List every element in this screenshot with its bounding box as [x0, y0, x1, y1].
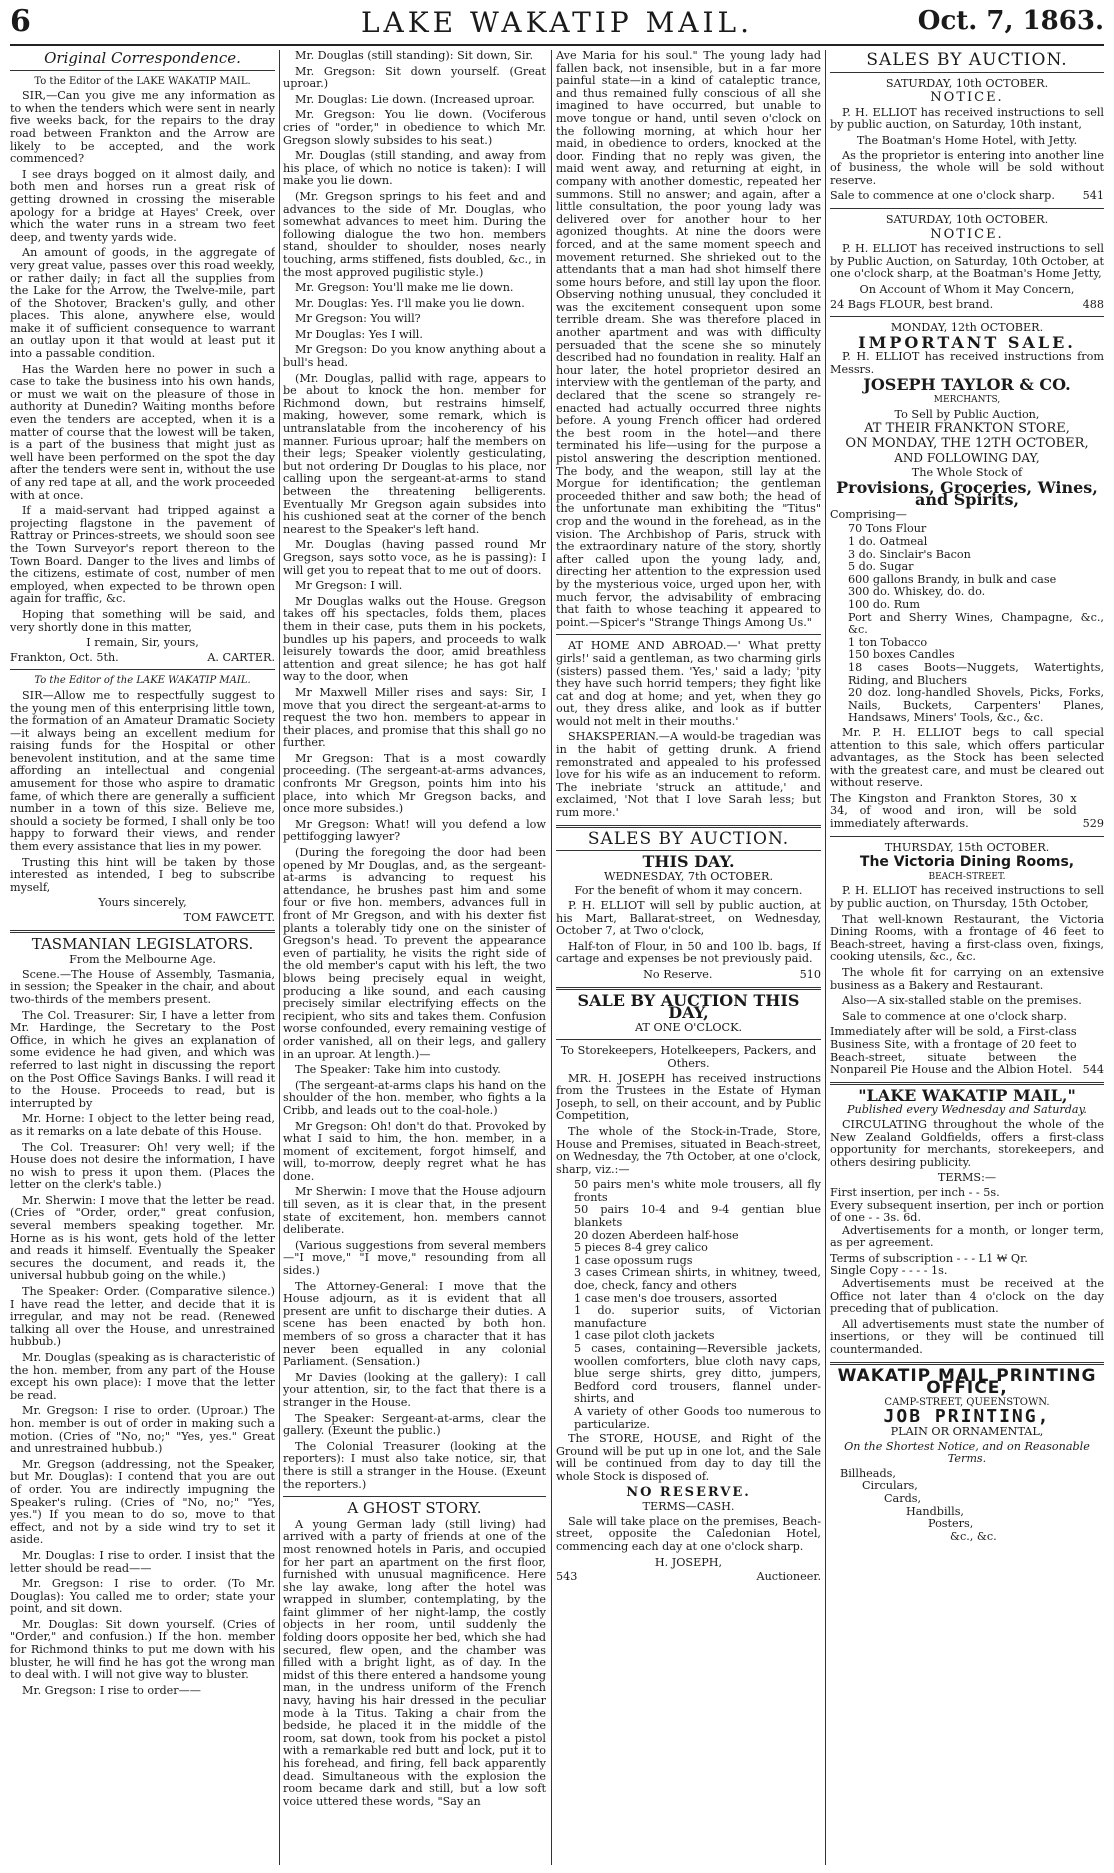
auction-item: 5 do. Sugar: [848, 560, 914, 574]
auction-paragraph: P. H. ELLIOT has received instructions from Messrs.: [830, 350, 1104, 376]
auction-line: The Whole Stock of: [911, 466, 1023, 480]
letter-paragraph: Trusting this hint will be taken by those interested as intended, I beg to subscribe myself,: [10, 855, 275, 894]
sale-item: 5 cases, containing—Reversible jackets, woollen comforters, blue cloth navy caps, blue serge shirts, grey ditto, jumpers, Bedford cord trousers, flannel under-shirts, and: [574, 1342, 821, 1406]
column-rule: [825, 50, 826, 1865]
letter-salutation: To the Editor of the LAKE WAKATIP MAIL.: [34, 675, 251, 687]
issue-date: Oct. 7, 1863.: [917, 6, 1104, 36]
debate-line: The Speaker: Sergeant-at-arms, clear the gallery. (Exeunt the public.): [283, 1411, 546, 1438]
sale-item: 50 pairs 10-4 and 9-4 gentian blue blankets: [574, 1203, 821, 1230]
article-paragraph: Mr. Horne: I object to the letter being read, as it remarks on a late debate of this House.: [10, 1112, 275, 1138]
debate-line: Mr. Douglas: Lie down. (Increased uproar.: [295, 92, 535, 106]
ad-number: 543: [556, 1570, 578, 1584]
mail-paragraph: Advertisements for a month, or longer term, as per agreement.: [830, 1223, 1104, 1250]
sale-item: 20 dozen Aberdeen half-hose: [574, 1228, 739, 1242]
firm-name: JOSEPH TAYLOR & CO.: [863, 375, 1071, 395]
auction-item: The Boatman's Home Hotel, with Jetty.: [856, 133, 1078, 147]
article-paragraph: Mr. Sherwin: I move that the letter be read. (Cries of "Order, order," great confusion, several members speaking together. Mr. Horne as is his wont, gets hold of the letter and reads it himself. Eventually the Speaker secures the document, and reads it, the universal hubbub going on the while.): [10, 1193, 275, 1283]
auction-item: 1 ton Tobacco: [848, 635, 928, 649]
debate-line: Mr. Gregson: Sit down yourself. (Great uproar.): [283, 64, 546, 91]
letter-salutation: To the Editor of the LAKE WAKATIP MAIL.: [34, 75, 251, 87]
mail-paragraph: All advertisements must state the number of insertions, or they will be continued till countermanded.: [830, 1317, 1104, 1357]
this-day: THIS DAY.: [642, 852, 735, 872]
sale-item: 1 case opossum rugs: [574, 1253, 693, 1267]
auction-paragraph: Sale to commence at one o'clock sharp.: [842, 1009, 1067, 1023]
sale-paragraph: The STORE, HOUSE, and Right of the Ground will be put up in one lot, and the Sale will be continued from day to day till the whole Stock is disposed of.: [556, 1432, 821, 1483]
street-name: BEACH-STREET.: [928, 871, 1006, 882]
notice-title: NOTICE.: [930, 226, 1004, 242]
sale-item: 3 cases Crimean shirts, in whitney, tweed, doe, check, fancy and others: [574, 1266, 821, 1293]
sale-item: 1 case men's doe trousers, assorted: [574, 1291, 778, 1305]
article-source: From the Melbourne Age.: [69, 953, 216, 967]
sale-item-list: [556, 1179, 821, 1431]
debate-line: (Various suggestions from several members—"I move," "I move," resounding from all sides.): [283, 1238, 546, 1278]
mail-terms: TERMS:—: [937, 1171, 997, 1185]
ad-number: 541: [1082, 189, 1104, 203]
debate-line: Mr Gregson: Oh! don't do that. Provoked by what I said to him, the hon. member, in a moment of excitement, forgot himself, and will, to-morrow, deeply regret what he has done.: [283, 1119, 546, 1183]
ad-number: 544: [1082, 1063, 1104, 1077]
sale-paragraph: Sale will take place on the premises, Beach-street, opposite the Caledonian Hotel, commencing each day at one o'clock sharp.: [556, 1514, 821, 1553]
auction-paragraph: On Account of Whom it May Concern,: [859, 282, 1075, 296]
debate-line: The Speaker: Take him into custody.: [295, 1063, 501, 1077]
auction-item: Port and Sherry Wines, Champagne, &c., &c.: [848, 610, 1104, 637]
auction-title: IMPORTANT SALE.: [858, 332, 1076, 352]
printing-item: &c., &c.: [950, 1529, 997, 1543]
sale-item: 5 pieces 8-4 grey calico: [574, 1241, 708, 1255]
auction-item: 600 gallons Brandy, in bulk and case: [848, 572, 1057, 586]
debate-line: (Mr. Gregson springs to his feet and and advances to the side of Mr. Douglas, who somewhat advances to meet him. During the following dialogue the two hon. members stand, shoulder to shoulder, noses nearly touching, arms stiffened, fists doubled, &c., in the most approved pugilistic style.): [283, 189, 546, 279]
auction-paragraph: Immediately after will be sold, a First-class Business Site, with a frontage of 20 feet to Beach-street, situate between the Nonpareil Pie House and the Albion Hotel.: [830, 1025, 1077, 1077]
article-paragraph: Mr. Douglas: Sit down yourself. (Cries of "Order," and confusion.) If the hon. member for Richmond thinks to put me down with his bluster, he will find he has got the wrong man to deal with. I will not give way to bluster.: [10, 1617, 275, 1682]
sale-reserve: NO RESERVE.: [626, 1484, 751, 1500]
sale-terms: TERMS—CASH.: [642, 1500, 735, 1514]
printing-item: Handbills,: [906, 1504, 964, 1518]
article-paragraph: Scene.—The House of Assembly, Tasmania, in session; the Speaker in the chair, and about two-thirds of the members present.: [10, 967, 275, 1006]
article-title: TASMANIAN LEGISLATORS.: [31, 934, 254, 953]
auction-item: 70 Tons Flour: [848, 522, 927, 536]
auction-paragraph: Sale to commence at one o'clock sharp.: [830, 189, 1055, 203]
ad-number: 488: [1082, 297, 1104, 311]
auction-line: AT THEIR FRANKTON STORE,: [864, 421, 1070, 437]
article-paragraph: The Col. Treasurer: Oh! very well; if the House does not desire the information, I have no wish to press it upon them. (Places the letter on the clerk's table.): [10, 1140, 275, 1192]
printing-item: Cards,: [884, 1491, 922, 1505]
auction-paragraph: P. H. ELLIOT has received instructions to sell by public auction, on Thursday, 15th October,: [830, 884, 1104, 911]
mail-published: Published every Wednesday and Saturday.: [847, 1103, 1087, 1117]
sales-header: SALES BY AUCTION.: [866, 50, 1068, 70]
page-number: 6: [10, 4, 31, 39]
letter-signature: TOM FAWCETT.: [183, 911, 275, 924]
printing-plain: PLAIN OR ORNAMENTAL,: [890, 1425, 1044, 1438]
article-paragraph: The Col. Treasurer: Sir, I have a letter from Mr. Hardinge, the Secretary to the Post Office, in which he gives an explanation of some evidence he had given, and which was referred to last night in discussing the report on the Post Office Savings Banks. I will read it to the House. Proceeds to read, but is interrupted by: [10, 1008, 275, 1110]
article-paragraph: Mr. Douglas (speaking as is characteristic of the hon. member, from any part of the House except his own place): I move that the letter be read.: [10, 1351, 275, 1402]
letter-closing: Yours sincerely,: [98, 896, 187, 910]
sale-item: 1 do. superior suits, of Victorian manufacture: [574, 1304, 821, 1330]
article-paragraph: A young German lady (still living) had arrived with a party of friends at one of the most renowned hotels in Paris, and occupied for her part an apartment on the first floor, furnished with unusual magnificence. Here she lay awake, long after the hotel was wrapped in slumber, contemplating, by the faint glimmer of her night-lamp, the costly objects in her room, until suddenly the folding doors opposite her bed, which she had secured, flew open, and the chamber was filled with a bright light, as of day. In the midst of this there entered a handsome young man, in the undress uniform of the French navy, having his hair dressed in the peculiar mode à la Titus. Taking a chair from the bedside, he placed it in the middle of the room, sat down, took from his pocket a pistol with a remarkable red butt and lock, put it to his forehead, and firing, fell back apparently dead. Simultaneous with the explosion the room became dark and still, but a low soft voice uttered these words, "Say an: [283, 1517, 546, 1808]
auction-paragraph: The Kingston and Frankton Stores, 30 x 34, of wood and iron, will be sold immediately afterwards.: [830, 791, 1077, 831]
firm-role: MERCHANTS,: [933, 395, 1001, 406]
letter-closing: I remain, Sir, yours,: [86, 636, 199, 650]
letter-paragraph: I see drays bogged on it almost daily, and both men and horses run a great risk of getting drowned in crossing the miserable apology for a bridge at Hayes' Creek, over which the water runs in a stream two feet deep, and twenty yards wide.: [10, 167, 275, 244]
debate-line: Mr Sherwin: I move that the House adjourn till seven, as it is clear that, in the present state of excitement, hon. members cannot deliberate.: [283, 1185, 546, 1237]
debate-line: Mr Maxwell Miller rises and says: Sir, I move that you direct the sergeant-at-arms to request the two hon. members to appear in their places, and promise that this shall go no further.: [283, 685, 546, 750]
job-printing: JOB PRINTING,: [883, 1406, 1051, 1428]
auction-paragraph: As the proprietor is entering into another line of business, the whole will be sold without reserve.: [830, 148, 1104, 187]
sale-paragraph: Half-ton of Flour, in 50 and 100 lb. bags, If cartage and expenses be not previously paid.: [556, 939, 821, 966]
auction-date: MONDAY, 12th OCTOBER.: [890, 321, 1044, 335]
debate-transcript: [283, 50, 546, 1491]
column-2: [283, 50, 546, 1865]
debate-line: Mr Davies (looking at the gallery): I call your attention, sir, to the fact that there is a stranger in the House.: [283, 1370, 546, 1409]
letter-signature: A. CARTER.: [207, 650, 275, 664]
auction-paragraph: That well-known Restaurant, the Victoria Dining Rooms, with a frontage of 46 feet to Beach-street, having a first-class oven, fixings, cooking utensils, &c., &c.: [830, 912, 1104, 964]
printing-list: [830, 1468, 1104, 1544]
sale-benefit: For the benefit of whom it may concern.: [574, 884, 803, 898]
auction-paragraph: P. H. ELLIOT has received instructions to sell by public auction, on Saturday, 10th instant,: [830, 105, 1104, 132]
debate-line: Mr. Gregson: You'll make me lie down.: [295, 281, 514, 295]
auction-line: ON MONDAY, THE 12TH OCTOBER,: [845, 435, 1089, 451]
debate-line: The Attorney-General: I move that the House adjourn, as it is evident that all present are unfit to discharge their duties. A scene has been enacted by both hon. members of so gross a character that it has never been equalled in any colonial Parliament. (Sensation.): [283, 1279, 546, 1369]
sale-item: 1 case pilot cloth jackets: [574, 1329, 715, 1343]
auction-paragraph: P. H. ELLIOT has received instructions to sell by Public Auction, on Saturday, 10th October, at one o'clock sharp, at the Boatman's Home Jetty,: [830, 242, 1104, 281]
printing-item: Posters,: [928, 1517, 974, 1531]
letter-paragraph: An amount of goods, in the aggregate of very great value, passes over this road weekly, or rather daily; in fact all the supplies from the Lake for the Arrow, the Twelve-mile, part of the Shotover, Bracken's gully, and other places. This alone, anywhere else, would make it of sufficient consequence to warrant an outlay upon it that would at least put it into a passable condition.: [10, 246, 275, 361]
letter-paragraph: Has the Warden here no power in such a case to take the business into his own hands, or must we wait on the pleasure of those in authority at Dunedin? Waiting months before even the tenders are accepted, when it is a matter of course that the lowest will be taken, is a part of the business that might just as well have been performed on the spot the day after the tenders were sent in, without the use of any red tape at all, and the work proceeded with at once.: [10, 362, 275, 502]
mail-rate: Single Copy - - - - 1s.: [830, 1264, 948, 1278]
column-rule: [279, 50, 280, 1865]
auction-paragraph: The whole fit for carrying on an extensive business as a Bakery and Restaurant.: [830, 966, 1104, 992]
auction-item: 1 do. Oatmeal: [848, 535, 928, 548]
ad-number: 510: [799, 967, 821, 981]
printing-office-title: WAKATIP MAIL PRINTING OFFICE,: [837, 1365, 1097, 1399]
sale-paragraph: MR. H. JOSEPH has received instructions from the Trustees in the Estate of Hyman Joseph, to sell, on their account, and by Public Competition,: [556, 1071, 821, 1123]
mail-paragraph: Advertisements must be received at the Office not later than 4 o'clock on the day preceding that of publication.: [830, 1277, 1104, 1316]
article-paragraph: Mr. Gregson (addressing, not the Speaker, but Mr. Douglas): I contend that you are out of order. You are indirectly impugning the Speaker's ruling. (Cries of "No, no;" "Yes, yes.") If you mean to do so, move to that effect, and not by a side wind try to set it aside.: [10, 1457, 275, 1547]
printing-item: Billheads,: [840, 1466, 896, 1480]
sale-date: WEDNESDAY, 7th OCTOBER.: [603, 869, 773, 883]
sale-signature: H. JOSEPH,: [654, 1555, 723, 1569]
masthead: [10, 4, 1104, 46]
auction-item: 3 do. Sinclair's Bacon: [848, 547, 971, 561]
column-1: [10, 50, 275, 1865]
auction-item: 100 do. Rum: [848, 597, 920, 611]
comprising: Comprising—: [830, 507, 907, 521]
debate-line: Mr Gregson: That is a most cowardly proceeding. (The sergeant-at-arms advances, confronts Mr Gregson, points him into his place, into which Mr Gregson backs, and once more subsides.): [283, 751, 546, 816]
goods-heading: Provisions, Groceries, Wines, and Spirits,: [836, 477, 1098, 510]
article-paragraph: Mr. Douglas: I rise to order. I insist that the letter should be read——: [10, 1548, 275, 1575]
article-paragraph: Ave Maria for his soul." The young lady had fallen back, not insensible, but in a far more painful state—in a kind of cataleptic trance, and thus remained fully conscious of all she imagined to have occurred, but unable to move tongue or hand, until seven o'clock on the following morning, at which hour her maid, in obedience to orders, knocked at the door. Finding that no reply was given, the maid went away, and returning at eight, in company with another domestic, repeated her summons. Still no answer; and again, after a little consultation, the poor young lady was delivered over for another hour to her agonized thoughts. At nine the doors were forced, and at the same moment speech and movement returned. She shrieked out to the attendants that a man had shot himself there some hours before, and still lay upon the floor. Observing nothing unusual, they concluded it was the excitement consequent upon some terrible dream. She was therefore placed in another apartment and was with difficulty persuaded that the scene she so minutely described had no foundation in reality. Half an hour later, the hotel proprietor desired an interview with the gentleman of the party, and declared that the scene so strangely re-enacted had actually occurred three nights before. A young French officer had ordered the best room in the hotel—and there terminated his life—using for the purpose a pistol answering the description mentioned. The body, and the weapon, still lay at the Morgue for identification; the gentleman proceeded thither and saw both; the head of the unfortunate man exhibiting the "Titus" crop and the wound in the forehead, as in the vision. The Archbishop of Paris, struck with the extraordinary nature of the story, shortly after called upon the young lady, and, directing her attention to the expression used by the mysterious voice, urged upon her, with much fervor, the advisability of embracing that faith to whose teaching it appeared to point.—Spicer's "Strange Things Among Us.": [556, 50, 821, 629]
debate-line: Mr. Douglas: Yes. I'll make you lie down.: [295, 296, 525, 310]
auction-paragraph: Also—A six-stalled stable on the premises.: [842, 994, 1082, 1008]
auctioneer-role: Auctioneer.: [756, 1570, 821, 1584]
notice-title: NOTICE.: [930, 90, 1004, 106]
sales-header: SALES BY AUCTION.: [587, 828, 790, 849]
newspaper-title: LAKE WAKATIP MAIL.: [360, 6, 754, 39]
letter-paragraph: SIR—Allow me to respectfully suggest to the young men of this enterprising little town, the formation of an Amateur Dramatic Society—it always being an excellent medium for raising funds for the Hospital or other benevolent institution, and at the same time affording an intellectual and congenial amusement for those who aspire to dramatic fame, of which there are generally a sufficient number in a town of this size. Believe me, should a society be formed, I shall only be too happy to forward their views, and render them every assistance that lies in my power.: [10, 688, 275, 854]
column-4: [830, 50, 1104, 1865]
debate-line: Mr Gregson: What! will you defend a low pettifogging lawyer?: [283, 817, 546, 844]
sale-time: AT ONE O'CLOCK.: [634, 1020, 743, 1034]
column-rule: [551, 50, 552, 1865]
printing-street: CAMP-STREET, QUEENSTOWN.: [884, 1396, 1050, 1408]
letter-paragraph: SIR,—Can you give me any information as to when the tenders which were sent in nearly five weeks back, for the repairs to the dray road between Frankton and the Arrow are likely to be accepted, and the work commenced?: [10, 89, 275, 166]
anecdote: AT HOME AND ABROAD.—' What pretty girls!' said a gentleman, as two charming girls (sisters) passed them. 'Yes,' said a lady; 'pity they have such horrid tempers; they fight like cat and dog at home; and yet, when they go out, they dress alike, and look as if butter would not melt in their mouths.': [556, 639, 821, 728]
auction-date: SATURDAY, 10th OCTOBER.: [885, 212, 1049, 226]
sale-item: 50 pairs men's white mole trousers, all fly fronts: [574, 1178, 821, 1204]
mail-ad-title: "LAKE WAKATIP MAIL,": [858, 1085, 1076, 1105]
debate-line: Mr. Douglas (still standing): Sit down, Sir.: [295, 50, 534, 62]
auction-line: AND FOLLOWING DAY,: [894, 451, 1040, 466]
article-title: A GHOST STORY.: [347, 1499, 482, 1518]
article-paragraph: The Speaker: Order. (Comparative silence.) I have read the letter, and decide that it is irregular, and may not be read. (Renewed talking all over the House, and unrestrained hubbub.): [10, 1285, 275, 1349]
mail-paragraph: CIRCULATING throughout the whole of the New Zealand Goldfields, offers a first-class opportunity for merchants, storekeepers, and others desiring publicity.: [830, 1117, 1104, 1169]
auction-item: 24 Bags FLOUR, best brand.: [830, 297, 994, 311]
letter-signature-row: [10, 652, 275, 665]
debate-line: (Mr. Douglas, pallid with rage, appears to be about to knock the hon. member for Richmond down, but restrains himself, making, however, some remark, which is untranslatable from the incoherency of his manner. Furious uproar; half the members on their legs; Speaker violently gesticulating, but not ordering Dr Douglas to his place, nor calling upon the sergeant-at-arms to stand between the threatening belligerents. Eventually Mr Gregson again subsides into his cushioned seat at the corner of the bench nearest to the Speaker's left hand.: [283, 371, 546, 536]
sale-header: SALE BY AUCTION THIS DAY,: [577, 990, 800, 1023]
mail-rate: First insertion, per inch - - 5s.: [830, 1185, 1000, 1199]
mail-rate: Every subsequent insertion, per inch or portion of one - - 3s. 6d.: [830, 1198, 1104, 1225]
debate-line: Mr Gregson: Do you know anything about a bull's head.: [283, 343, 546, 370]
mail-rate: Terms of subscription - - - L1 ₩ Qr.: [830, 1251, 1028, 1265]
letter-paragraph: Hoping that something will be said, and very shortly done in this matter,: [10, 607, 275, 634]
debate-line: Mr Douglas: Yes I will.: [295, 327, 423, 341]
auction-paragraph: Mr. P. H. ELLIOT begs to call special attention to this sale, which offers particular advantages, as the Stock has been selected with the greatest care, and must be cleared out without reserve.: [830, 725, 1104, 790]
printing-notice: On the Shortest Notice, and on Reasonable Terms.: [844, 1439, 1090, 1466]
section-heading: Original Correspondence.: [44, 50, 241, 67]
auction-date: THURSDAY, 15th OCTOBER.: [884, 840, 1050, 854]
article-paragraph: Mr. Gregson: I rise to order. (To Mr. Douglas): You called me to order; state your point, and sit down.: [10, 1577, 275, 1616]
auction-item-list: [830, 523, 1104, 725]
debate-line: The Colonial Treasurer (looking at the reporters): I must also take notice, sir, that there is still a stranger in the House. (Exeunt the reporters.): [283, 1439, 546, 1491]
sale-reserve: No Reserve.: [643, 967, 713, 981]
debate-line: Mr Gregson: I will.: [295, 579, 403, 593]
debate-line: Mr. Gregson: You lie down. (Vociferous cries of "order," in obedience to which Mr. Gregson slowly subsides to his seat.): [283, 108, 546, 147]
auction-date: SATURDAY, 10th OCTOBER.: [885, 76, 1049, 90]
letter-paragraph: If a maid-servant had tripped against a projecting flagstone in the pavement of Rattray or Princes-streets, we should soon see the Town Surveyor's report thereon to the Town Board. Danger to the lives and limbs of the citizens, estimate of cost, number of men employed, when expected to be thrown open again for traffic, &c.: [10, 504, 275, 606]
anecdote: SHAKSPERIAN.—A would-be tragedian was in the habit of getting drunk. A friend remonstrated and appealed to his professed love for his wife as an inducement to reform. The inebriate 'struck an attitude,' and exclaimed, 'Not that I love Sarah less; but rum more.': [556, 730, 821, 820]
sale-paragraph: The whole of the Stock-in-Trade, Store, House and Premises, situated in Beach-street, on Wednesday, the 7th October, at one o'clock, sharp, viz.:—: [556, 1124, 821, 1176]
article-paragraph: Mr. Gregson: I rise to order. (Uproar.) The hon. member is out of order in making such a motion. (Cries of "No, no;" "Yes, yes." Great and unrestrained hubbub.): [10, 1404, 275, 1456]
printing-item: Circulars,: [862, 1479, 918, 1493]
sale-paragraph: P. H. ELLIOT will sell by public auction, at his Mart, Ballarat-street, on Wednesday, October 7, at Two o'clock,: [556, 899, 821, 938]
sale-item: A variety of other Goods too numerous to particularize.: [574, 1404, 821, 1431]
ad-number: 529: [1082, 817, 1104, 831]
debate-line: Mr. Douglas (having passed round Mr Gregson, says sotto voce, as he is passing): I will get you to repeat that to me out of doors.: [283, 538, 546, 577]
column-3: [556, 50, 821, 1865]
auction-line: To Sell by Public Auction,: [894, 407, 1040, 421]
article-paragraph: Mr. Gregson: I rise to order——: [22, 1683, 201, 1697]
auction-title: The Victoria Dining Rooms,: [859, 854, 1075, 871]
auction-item: 20 doz. long-handled Shovels, Picks, Forks, Nails, Buckets, Carpenters' Planes, Handsaws, Miners' Tools, &c., &c.: [848, 686, 1104, 725]
auction-item: 150 boxes Candles: [848, 648, 955, 662]
auction-item: 18 cases Boots—Nuggets, Watertights, Riding, and Bluchers: [848, 660, 1104, 687]
debate-line: Mr Douglas walks out the House. Gregson takes off his spectacles, folds them, places them in their case, puts them in his pockets, bundles up his papers, and proceeds to walk leisurely towards the door, amid breathless attention and great silence; he has got half way to the door, when: [283, 594, 546, 684]
debate-line: (The sergeant-at-arms claps his hand on the shoulder of the hon. member, who fights a la Cribb, and leads out to the coal-hole.): [283, 1078, 546, 1117]
sale-audience: To Storekeepers, Hotelkeepers, Packers, and Others.: [560, 1044, 817, 1070]
debate-line: Mr Gregson: You will?: [295, 312, 421, 326]
debate-line: Mr. Douglas (still standing, and away from his place, of which no notice is taken): I will make you lie down.: [283, 149, 546, 188]
debate-line: (During the foregoing the door had been opened by Mr Douglas, and, as the sergeant-at-arms is advancing to request his attendance, he brushes past him and some four or five hon. members, advances full in front of Mr Gregson, and with his dexter fist plants a tolerably tidy one on the sinister of Gregson's head. To prevent the appearance even of partiality, he visits the right side of the old member's caput with his left, the two blows being precisely equal in weight, producing a like sound, and each causing precisely similar electrifying effects on the recipient, who sits and takes them. Confusion worse confounded, every remaining vestige of order vanished, all on their legs, and gallery in an uproar. At length.)—: [283, 846, 546, 1061]
auction-item: 300 do. Whiskey, do. do.: [848, 585, 986, 599]
letter-place: Frankton, Oct. 5th.: [10, 650, 119, 664]
